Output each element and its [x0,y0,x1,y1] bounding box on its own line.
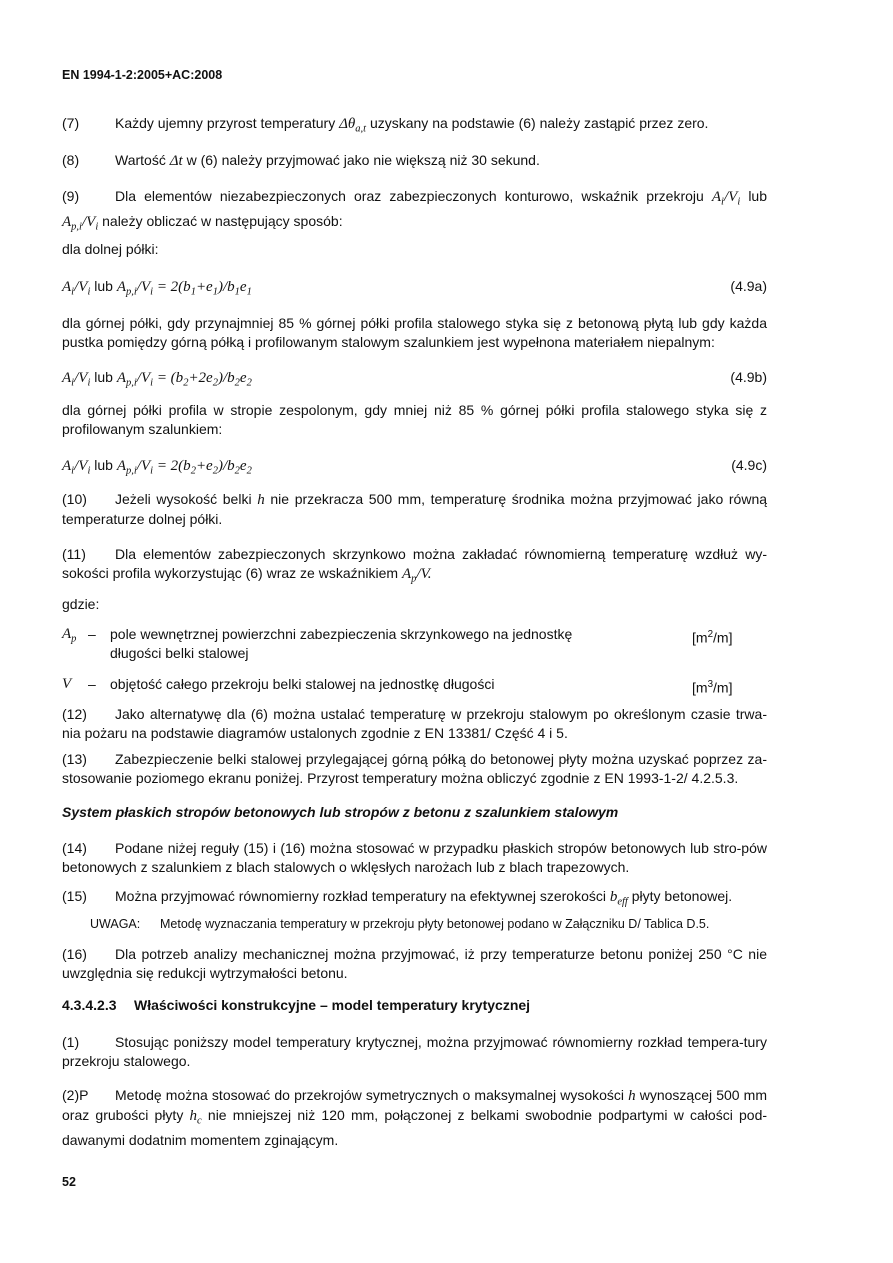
box-section-factor-symbol: $A_p/V$. [401,566,432,585]
document-page [62,0,767,1263]
clause-text: Dla elementów niezabezpieczonych oraz zabezpieczonych konturowo, wskaźnik przekroju [115,188,704,204]
equation-rhs: $A_{p,i}/V_i = 2(b_2+e_2)/b_2e_2$ [116,458,252,477]
definition-v [62,675,767,695]
clause-number: (8) [62,152,80,168]
or-word: lub [94,457,113,473]
clause-text: płyty betonowej. [631,888,733,904]
clause-text: nie przekracza 500 mm, temperaturę środnika można przyjmować jako równą temperaturze dolnej półki. [62,491,768,527]
note-text: Metodę wyznaczania temperatury w przekroju płyty betonowej podano w Załączniku D/ Tablica D.5. [160,917,710,931]
clause-text: w (6) należy przyjmować jako nie większą niż 30 sekund. [186,152,540,168]
upper-flange-85-text: dla górnej półki, gdy przynajmniej 85 % górnej półki profila stalowego styka się z betonową płytą lub gdy każda pustka pomiędzy górną półką i profilowanym stalowym szalunkiem jest wypełnona materiałem niepalnym: [62,315,767,350]
equation-lhs: $A_i/V_i$ [62,370,91,389]
clause-text: Metodę można stosować do przekrojów symetrycznych o maksymalnej wysokości [115,1087,625,1103]
definition-text: objętość całego przekroju belki stalowej na jednostkę długości [110,676,495,692]
clause-text: Jeżeli wysokość belki [115,491,252,507]
clause-text: uzyskany na podstawie (6) należy zastąpić przez zero. [369,115,709,131]
clause-text: wynoszącej 500 mm oraz grubości płyty [62,1087,768,1123]
unit: $[m^3/m]$ [692,679,733,696]
section-number: 4.3.4.2.3 [62,997,117,1013]
or-word: lub [748,188,767,204]
delta-theta-symbol: $\Delta\theta_{a,t}$ [339,116,367,135]
section-factor-protected-symbol: $A_{p,i}/V_i$ [62,213,99,233]
equation-rhs: $A_{p,i}/V_i = (b_2+2e_2)/b_2e_2$ [116,370,252,389]
standard-header: EN 1994-1-2:2005+AC:2008 [62,68,223,82]
clause-9 [62,187,767,236]
or-word: lub [94,369,113,385]
clause-text: Podane niżej reguły (15) i (16) można stosować w przypadku płaskich stropów betonowych lub stro-pów betonowych z szalunkiem z blach stalowych o wklęsłych narożach lub z blach trapezowych. [62,840,767,875]
page-number: 52 [62,1175,76,1189]
definition-ap [62,625,767,665]
clause-number: (14) [62,840,87,856]
clause-number: (1) [62,1034,80,1050]
equation-number: (4.9b) [730,369,767,385]
clause-number: (11) [62,546,86,562]
clause-number: (7) [62,115,80,131]
hc-symbol: $h_c$ [189,1108,202,1127]
upper-flange-less-text: dla górnej półki profila w stropie zespolonym, gdy mniej niż 85 % górnej półki profila stalowego styka się z profilowanym szalunkiem: [62,402,767,437]
clause-number: (10) [62,491,87,507]
clause-2p [62,1086,767,1150]
unit: $[m^2/m]$ [692,629,733,646]
equation-4-9c [62,456,767,476]
definition-text: pole wewnętrznej powierzchni zabezpieczenia skrzynkowego na jednostkę długości belki stalowej [110,626,573,661]
delta-t-symbol: Δt [169,153,183,169]
clause-text: Dla elementów zabezpieczonych skrzynkowo można zakładać równomierną temperaturę wzdłuż wy-sokości profila wykorzystując (6) wraz ze wskaźnikiem [62,546,767,581]
dash: – [88,626,96,642]
clause-number: (13) [62,751,87,767]
equation-number: (4.9a) [730,278,767,294]
clause-10 [62,490,767,529]
clause-text: Dla potrzeb analizy mechanicznej można przyjmować, iż przy temperaturze betonu poniżej 250 °C nie uwzględnia się redukcji wytrzymałości betonu. [62,946,767,981]
section-title: Właściwości konstrukcyjne – model temperatury krytycznej [134,997,531,1013]
equation-4-9b [62,368,767,388]
note-label: UWAGA: [90,917,141,931]
clause-text: Zabezpieczenie belki stalowej przylegającej górną półką do betonowej płyty można uzyskać poprzez za-stosowanie poziomego ekranu poniżej. Przyrost temperatury można obliczyć zgodnie z EN 1993-1-2/ 4.2.5.3. [62,751,767,786]
height-symbol: h [257,492,265,508]
note [90,916,767,933]
clause-16 [62,945,767,983]
section-heading [62,997,767,1013]
clause-number: (12) [62,706,87,722]
dash: – [88,676,96,692]
clause-text: Stosując poniższy model temperatury krytycznej, można przyjmować równomierny rozkład tempera-tury przekroju stalowego. [62,1034,767,1069]
or-word: lub [94,278,113,294]
equation-number: (4.9c) [731,457,767,473]
clause-13 [62,750,767,788]
clause-number: (9) [62,188,80,204]
lower-flange-label: dla dolnej półki: [62,241,159,257]
beff-symbol: $b_{eff}$ [609,889,628,908]
clause-7 [62,114,767,139]
clause-text: należy obliczać w następujący sposób: [102,212,343,229]
clause-1 [62,1033,767,1071]
section-factor-symbol: $A_i/V_i$ [711,189,741,208]
v-symbol: V [62,676,72,692]
clause-text: nie mniejszej niż 120 mm, połączonej z belkami swobodnie podpartymi w całości pod-dawanymi dodatnim momentem zginającym. [62,1107,768,1148]
equation-lhs: $A_i/V_i$ [62,279,91,298]
clause-12 [62,705,767,743]
clause-text: Każdy ujemny przyrost temperatury [115,115,336,131]
clause-15 [62,887,767,912]
equation-4-9a [62,277,767,297]
clause-text: Wartość [115,152,166,168]
clause-number: (15) [62,888,87,904]
ap-symbol: $A_p$ [62,626,77,645]
clause-number: (16) [62,946,87,962]
clause-text: Jako alternatywę dla (6) można ustalać temperaturę w przekroju stalowym po określonym czasie trwa-nia pożaru na podstawie diagramów ustalonych zgodnie z EN 13381/ Część 4 i 5. [62,706,767,741]
clause-number: (2)P [62,1087,89,1103]
clause-11 [62,545,767,589]
equation-lhs: $A_i/V_i$ [62,458,91,477]
clause-8 [62,151,767,171]
height-symbol: h [628,1088,636,1104]
clause-text: Można przyjmować równomierny rozkład temperatury na efektywnej szerokości [115,888,606,904]
equation-rhs: $A_{p,i}/V_i = 2(b_1+e_1)/b_1e_1$ [116,279,252,298]
clause-14 [62,839,767,877]
where-label: gdzie: [62,596,100,612]
subsection-heading: System płaskich stropów betonowych lub stropów z betonu z szalunkiem stalowym [62,804,619,820]
